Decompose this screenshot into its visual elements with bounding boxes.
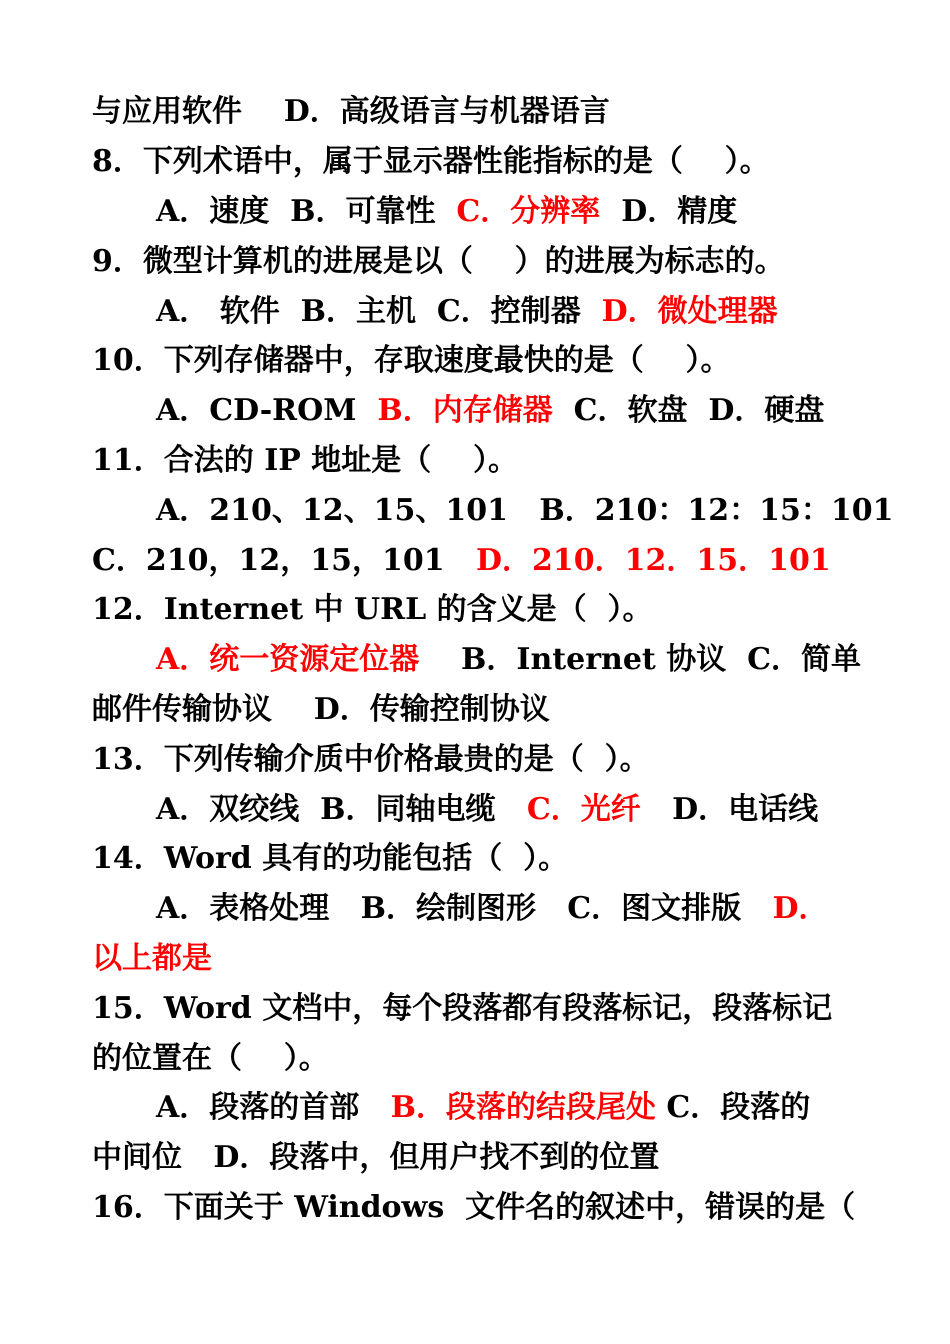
text-line <box>92 87 610 137</box>
text-segment: 16．下面关于 Windows 文件名的叙述中，错误的是（ <box>92 1190 856 1225</box>
text-segment: 中间位 D．段落中，但用户找不到的位置 <box>92 1140 660 1175</box>
text-segment: C．210，12，15，101 <box>92 543 476 578</box>
options-9 <box>156 287 778 337</box>
options-13 <box>156 785 818 835</box>
text-segment: D．精度 <box>600 194 738 229</box>
question-14 <box>92 834 568 884</box>
text-segment: D．电话线 <box>640 792 819 827</box>
options-15 <box>156 1083 810 1133</box>
question-15 <box>92 984 832 1034</box>
correct-answer: B．内存储器 <box>377 393 553 428</box>
question-9 <box>92 237 785 287</box>
text-segment: A． 软件 B．主机 C．控制器 <box>156 294 602 329</box>
text-segment: 10．下列存储器中，存取速度最快的是（ ）。 <box>92 343 731 378</box>
text-segment: A．段落的首部 <box>156 1090 391 1125</box>
text-segment: 15．Word 文档中，每个段落都有段落标记，段落标记 <box>92 991 833 1026</box>
options-11-continued <box>92 536 831 586</box>
question-15-continued <box>92 1034 329 1084</box>
options-12 <box>156 635 861 685</box>
options-11 <box>156 486 893 536</box>
question-11 <box>92 436 518 486</box>
text-segment: A．210、12、15、101 B．210：12：15：101 <box>156 493 894 528</box>
question-13 <box>92 735 650 785</box>
text-segment: 14．Word 具有的功能包括（ ）。 <box>92 841 569 876</box>
question-10 <box>92 336 731 386</box>
question-8 <box>92 137 770 187</box>
text-segment: 邮件传输协议 D．传输控制协议 <box>92 692 550 727</box>
text-segment: 13．下列传输介质中价格最贵的是（ ）。 <box>92 742 650 777</box>
correct-answer: B．段落的结段尾处 <box>390 1090 656 1125</box>
question-12 <box>92 585 653 635</box>
text-segment: 11．合法的 IP 地址是（ ）。 <box>92 443 519 478</box>
options-8 <box>156 187 737 237</box>
correct-answer: D． <box>772 891 829 926</box>
options-12-continued <box>92 685 550 735</box>
text-segment: 与应用软件 D．高级语言与机器语言 <box>92 94 610 129</box>
options-14 <box>156 884 829 934</box>
text-segment: 的位置在（ ）。 <box>92 1041 329 1076</box>
text-segment: 12．Internet 中 URL 的含义是（ ）。 <box>92 592 653 627</box>
text-segment: 9．微型计算机的进展是以（ ）的进展为标志的。 <box>92 244 785 279</box>
text-segment: 8．下列术语中，属于显示器性能指标的是（ ）。 <box>92 144 770 179</box>
correct-answer: A．统一资源定位器 <box>156 642 420 677</box>
text-segment: A．CD-ROM <box>156 393 378 428</box>
options-10 <box>156 386 824 436</box>
text-segment: B．Internet 协议 C．简单 <box>419 642 861 677</box>
correct-answer: D．微处理器 <box>601 294 778 329</box>
text-segment: C．软盘 D．硬盘 <box>552 393 825 428</box>
options-14-continued <box>92 934 212 984</box>
text-segment: A．表格处理 B．绘制图形 C．图文排版 <box>156 891 773 926</box>
correct-answer: D．210．12．15．101 <box>475 543 831 578</box>
question-16 <box>92 1183 855 1233</box>
correct-answer: 以上都是 <box>92 941 212 976</box>
text-segment: C．段落的 <box>655 1090 811 1125</box>
correct-answer: C．分辨率 <box>456 194 601 229</box>
correct-answer: C．光纤 <box>526 792 641 827</box>
text-segment: A．双绞线 B．同轴电缆 <box>156 792 527 827</box>
text-segment: A．速度 B．可靠性 <box>156 194 457 229</box>
options-15-continued <box>92 1133 659 1183</box>
